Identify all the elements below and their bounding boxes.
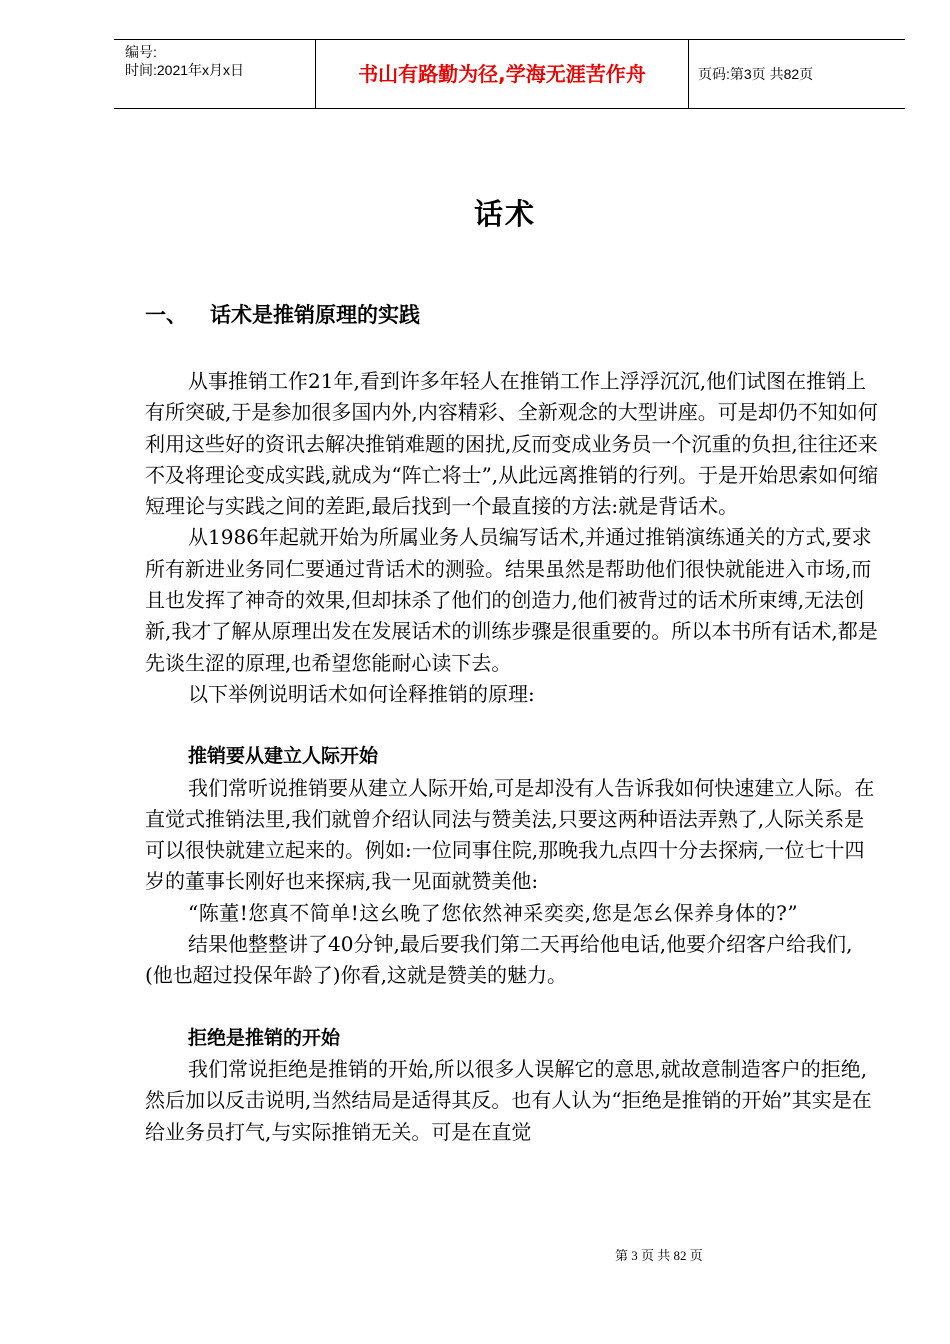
- paragraph: 从事推销工作21年,看到许多年轻人在推销工作上浮浮沉沉,他们试图在推销上有所突破,于是参加很多国内外,内容精彩、全新观念的大型讲座。可是却仍不知如何利用这些好的资讯去解决推销难题的困扰,反而变成业务员一个沉重的负担,往往还来不及将理论变成实践,就成为“阵亡将士”,从此远离推销的行列。于是开始思索如何缩短理论与实践之间的差距,最后找到一个最直接的方法:就是背话术。: [145, 369, 879, 519]
- header-meta: [114, 40, 316, 108]
- spacer: [145, 710, 880, 741]
- page-header: [114, 39, 905, 109]
- paragraph: 结果他整整讲了40分钟,最后要我们第二天再给他电话,他要介绍客户给我们,(他也超过投保年龄了)你看,这就是赞美的魅力。: [145, 932, 853, 988]
- spacer: [145, 992, 880, 1023]
- paragraph: 以下举例说明话术如何诠释推销的原理:: [188, 681, 535, 706]
- section-heading: [145, 299, 420, 329]
- time-label: 时间:2021年x月x日: [125, 62, 245, 78]
- document-title: 话术: [473, 197, 536, 231]
- quote-paragraph: “陈董!您真不简单!这幺晚了您依然神采奕奕,您是怎幺保养身体的?”: [188, 900, 799, 925]
- subheading: 拒绝是推销的开始: [188, 1026, 341, 1049]
- page-footer: 第 3 页 共 82 页: [615, 1248, 703, 1263]
- paragraph: 我们常听说推销要从建立人际开始,可是却没有人告诉我如何快速建立人际。在直觉式推销法里,我们就曾介绍认同法与赞美法,只要这两种语法弄熟了,人际关系是可以很快就建立起来的。例如:一位同事住院,那晚我九点四十分去探病,一位七十四岁的董事长刚好也来探病,我一见面就赞美他:: [145, 775, 875, 894]
- header-page-info: 页码:第3页 共82页: [698, 66, 814, 82]
- section-title: 话术是推销原理的实践: [210, 303, 420, 327]
- header-motto: 书山有路勤为径,学海无涯苦作舟: [316, 40, 689, 108]
- paragraph: 我们常说拒绝是推销的开始,所以很多人误解它的意思,就故意制造客户的拒绝,然后加以反击说明,当然结局是适得其反。也有人认为“拒绝是推销的开始”其实是在给业务员打气,与实际推销无关。可是在直觉: [145, 1056, 872, 1144]
- id-label: 编号:: [125, 44, 157, 60]
- body-text: [145, 366, 880, 1148]
- paragraph: 从1986年起就开始为所属业务人员编写话术,并通过推销演练通关的方式,要求所有新进业务同仁要通过背话术的测验。结果虽然是帮助他们很快就能进入市场,而且也发挥了神奇的效果,但却抹杀了他们的创造力,他们被背过的话术所束缚,无法创新,我才了解从原理出发在发展话术的训练步骤是很重要的。所以本书所有话术,都是先谈生涩的原理,也希望您能耐心读下去。: [145, 525, 878, 675]
- section-number: 一、: [145, 303, 187, 327]
- subheading: 推销要从建立人际开始: [188, 745, 379, 768]
